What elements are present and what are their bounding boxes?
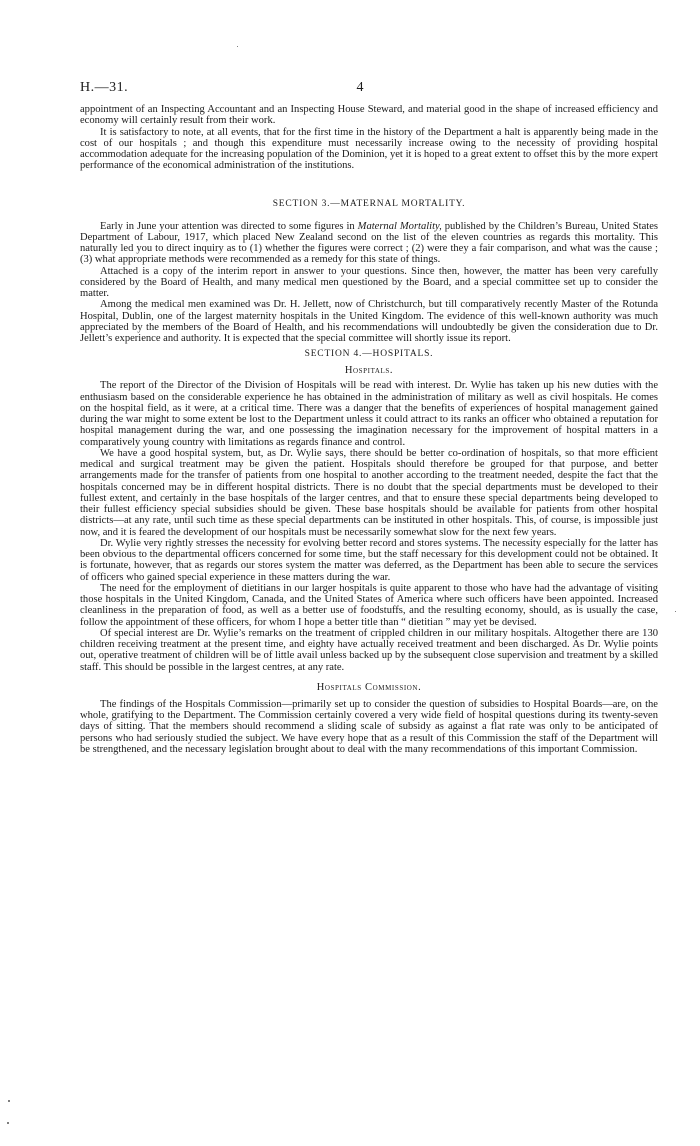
subheading: Hospitals. xyxy=(344,365,394,377)
document-body xyxy=(80,104,658,755)
section4-paragraph: Dr. Wylie very rightly stresses the necessity for evolving better record and stores systems. The necessity especially for the latter has been obvious to the departmental officers concerned for some time, but the staff necessary for this development could not be obtained. It is fortunate, however, that as regards our stores system the matter was deferred, as the Department has been able to secure the services of officers who gained special experience in these matters during the war. xyxy=(80,537,658,583)
commission-paragraph: The findings of the Hospitals Commission—primarily set up to consider the question of subsidies to Hospital Boards—are, on the whole, gratifying to the Department. The Commission certainly covered a very wide field of hospital questions during its twenty-seven days of sitting. That the members should recommend a sliding scale of subsidy as against a flat rate was only to be anticipated of persons who had seriously studied the subject. We have every hope that as a result of this Commission the staff of the Department will be strengthened, and the necessary legislation brought about to deal with the many recommendations of this important Commission. xyxy=(80,698,658,755)
intro-paragraph: It is satisfactory to note, at all events, that for the first time in the history of the Department a halt is apparently being made in the cost of our hospitals ; and though this expenditure must necessarily increase owing to the necessity of providing hospital accommodation adequate for the increasing population of the Dominion, yet it is hoped to a great extent to offset this by the more expert performance of the economical administration of the institutions. xyxy=(80,126,658,172)
section4-paragraph: Of special interest are Dr. Wylie’s remarks on the treatment of crippled children in our military hospitals. Altogether there are 130 children receiving treatment at the present time, and eighty have actually received treatment and been discharged. As Dr. Wylie points out, operative treatment of children will be of little avail unless backed up by the subsequent close supervision and treatment by a skilled staff. This should be possible in the largest centres, at any rate. xyxy=(80,627,658,673)
section4-paragraph: We have a good hospital system, but, as Dr. Wylie says, there should be better co-ordination of hospitals, so that more efficient medical and surgical treatment may be given the patient. Hospitals should therefore be grouped for that purpose, and better arrangements made for the transfer of patients from one hospital to another according to the treatment needed, despite the fact that the hospitals concerned may be in different hospital districts. There is no doubt that the special departments must be developed to their fullest extent, and certainly in the base hospitals of the larger centres, and that to ensure these special departments being developed to their fullest efficiency special subsidies should be given. These base hospitals should be available for patients from other hospital districts—at any rate, until such time as these special departments can be instituted in other hospitals. This, of course, is impossible just now, and it is feared the development of our hospitals must be necessarily somewhat slow for the next few years. xyxy=(80,447,658,538)
intro-paragraph: appointment of an Inspecting Accountant and an Inspecting House Steward, and material good in the shape of increased efficiency and economy will certainly result from their work. xyxy=(80,104,658,127)
section3-paragraph: Among the medical men examined was Dr. H. Jellett, now of Christchurch, but till comparatively recently Master of the Rotunda Hospital, Dublin, one of the largest maternity hospitals in the United Kingdom. The evidence of this well-known authority was much appreciated by the members of the Board of Health, and his recommendations will undoubtedly be given the consideration due to Dr. Jellett’s experience and authority. It is expected that the special committee will shortly issue its report. xyxy=(80,299,658,344)
page-header xyxy=(80,80,658,100)
section-heading: SECTION 3.—MATERNAL MORTALITY. xyxy=(272,198,466,209)
section3-paragraph: Attached is a copy of the interim report in answer to your questions. Since then, however, the matter has been very carefully considered by the Board of Health, and many medical men questioned by the Board, and a special committee set up to consider the matter. xyxy=(80,265,658,299)
page-number: 4 xyxy=(356,80,364,95)
section-heading: SECTION 4.—HOSPITALS. xyxy=(304,349,434,360)
subheading: Hospitals Commission. xyxy=(316,681,422,693)
section4-paragraph: The report of the Director of the Division of Hospitals will be read with interest. Dr. Wylie has taken up his new duties with the enthusiasm based on the considerable experience he has obtained in the administration of military as well as civil hospitals. He comes on the hospital field, as it were, at a critical time. There was a danger that the benefits of experiences of hospital management gained during the war might to some extent be lost to the Department unless it could attract to its ranks an officer who obtained a reputation for hospital management during the war, and one possessing the imagination necessary for the improvement of hospital matters in a comparatively young country with limitations as regards finance and control. xyxy=(80,380,658,448)
report-reference: H.—31. xyxy=(80,80,129,95)
section4-paragraph: The need for the employment of dietitians in our larger hospitals is quite apparent to those who have had the advantage of visiting those hospitals in the United Kingdom, Canada, and the United States of America where such officers have been appointed. Increased cleanliness in the preparation of food, as well as a better use of foodstuffs, and the resulting economy, should, as is usually the case, follow the appointment of these officers, for whom I hope a better title than “ dietitian ” may yet be devised. xyxy=(80,582,658,628)
section3-paragraph: Early in June your attention was directed to some figures in Maternal Mortality, published by the Children’s Bureau, United States Department of Labour, 1917, which placed New Zealand second on the list of the eleven countries as regards this mortality. This naturally led you to direct inquiry as to (1) whether the figures were correct ; (2) were they a fair comparison, and what was the cause ; (3) what appropriate methods were recommended as a remedy for this state of things. xyxy=(80,220,658,266)
publication-title: Maternal Mortality, xyxy=(357,220,442,232)
